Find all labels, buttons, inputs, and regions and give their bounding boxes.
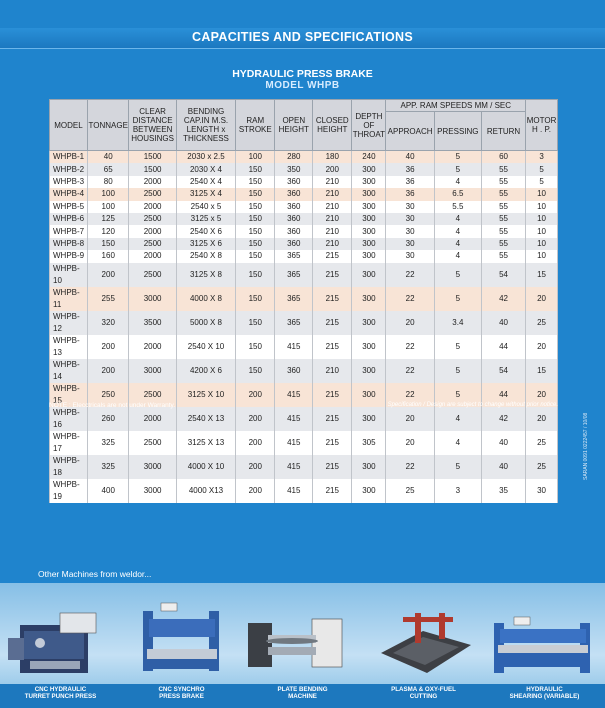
table-cell: 54	[481, 263, 525, 287]
machine-label-turret-punch	[0, 686, 121, 700]
table-cell: 35	[481, 479, 525, 503]
table-cell: 300	[352, 287, 386, 311]
table-cell: 360	[275, 359, 313, 383]
table-cell: 3125 X 13	[176, 431, 236, 455]
table-cell: 300	[352, 163, 386, 175]
table-cell: WHPB-4	[50, 188, 88, 200]
table-cell: 2540 X 13	[176, 407, 236, 431]
table-cell: WHPB-2	[50, 163, 88, 175]
table-cell: 44	[481, 335, 525, 359]
table-cell: 55	[481, 201, 525, 213]
machine-label-line1: CNC HYDRAULIC	[34, 686, 87, 693]
table-cell: 210	[313, 213, 352, 225]
table-cell: 40	[386, 151, 434, 164]
table-cell: 2000	[129, 225, 176, 237]
table-cell: 300	[352, 383, 386, 407]
table-cell: 10	[526, 238, 558, 250]
col-header-return: RETURN	[481, 112, 525, 151]
table-cell: 36	[386, 188, 434, 200]
table-cell: 3	[434, 479, 481, 503]
table-cell: 5.5	[434, 201, 481, 213]
table-row	[50, 188, 558, 200]
table-cell: 10	[526, 188, 558, 200]
table-cell: 10	[526, 250, 558, 262]
table-cell: 25	[526, 431, 558, 455]
table-cell: 22	[386, 335, 434, 359]
table-cell: 5	[434, 383, 481, 407]
col-header-ram-stroke: RAM STROKE	[236, 100, 275, 151]
spec-table-body	[50, 151, 558, 503]
spec-change-note: Specification / Design are subject to change without prior notice.	[387, 402, 558, 408]
table-row	[50, 163, 558, 175]
table-cell: 2540 X 4	[176, 176, 236, 188]
turret-punch-press-image	[0, 583, 121, 686]
plate-bending-machine-image	[242, 583, 363, 686]
table-cell: 3	[526, 151, 558, 164]
table-cell: 255	[87, 287, 129, 311]
table-cell: 2000	[129, 201, 176, 213]
table-cell: 125	[87, 213, 129, 225]
table-cell: 55	[481, 163, 525, 175]
table-cell: 150	[236, 163, 275, 175]
table-row	[50, 287, 558, 311]
table-cell: 150	[236, 335, 275, 359]
table-row	[50, 455, 558, 479]
table-cell: 2540 X 10	[176, 335, 236, 359]
table-cell: 120	[87, 225, 129, 237]
table-cell: 100	[87, 188, 129, 200]
table-cell: WHPB-12	[50, 311, 88, 335]
table-cell: WHPB-9	[50, 250, 88, 262]
table-cell: 150	[236, 250, 275, 262]
table-cell: 4	[434, 225, 481, 237]
table-cell: 40	[481, 431, 525, 455]
table-cell: WHPB-3	[50, 176, 88, 188]
table-cell: 215	[313, 263, 352, 287]
table-cell: WHPB-6	[50, 213, 88, 225]
table-cell: 5	[526, 163, 558, 175]
table-cell: 5	[434, 163, 481, 175]
table-row	[50, 151, 558, 164]
machine-label-line2: TURRET PUNCH PRESS	[24, 693, 97, 700]
machine-label-line2: PRESS BRAKE	[159, 693, 204, 700]
table-cell: 55	[481, 188, 525, 200]
section-title: HYDRAULIC PRESS BRAKE	[232, 68, 373, 80]
table-cell: 4	[434, 407, 481, 431]
col-header-open-height: OPEN HEIGHT	[275, 100, 313, 151]
table-cell: 200	[87, 335, 129, 359]
table-cell: 2500	[129, 431, 176, 455]
table-cell: WHPB-14	[50, 359, 88, 383]
table-cell: 3125 x 5	[176, 213, 236, 225]
col-header-ram-speeds: APP. RAM SPEEDS MM / SEC	[386, 100, 526, 112]
table-cell: 215	[313, 311, 352, 335]
table-cell: 3000	[129, 359, 176, 383]
table-cell: 20	[526, 383, 558, 407]
table-cell: 300	[352, 311, 386, 335]
table-cell: 25	[386, 479, 434, 503]
hydraulic-shearing-image	[484, 583, 605, 686]
machine-label-plate-bending	[242, 686, 363, 700]
machine-label-synchro-brake	[121, 686, 242, 700]
table-cell: 30	[386, 201, 434, 213]
col-header-motor-hp: MOTOR H . P.	[526, 100, 558, 151]
table-row	[50, 407, 558, 431]
table-cell: 55	[481, 213, 525, 225]
plasma-cutting-image	[363, 583, 484, 686]
table-cell: 4	[434, 238, 481, 250]
table-cell: 2500	[129, 383, 176, 407]
table-cell: 100	[87, 201, 129, 213]
table-cell: 365	[275, 287, 313, 311]
table-cell: 210	[313, 225, 352, 237]
table-cell: 5	[434, 287, 481, 311]
table-cell: 2540 x 5	[176, 201, 236, 213]
table-cell: 210	[313, 201, 352, 213]
table-cell: 200	[236, 407, 275, 431]
table-cell: 30	[526, 479, 558, 503]
table-cell: WHPB-1	[50, 151, 88, 164]
table-cell: 5000 X 8	[176, 311, 236, 335]
table-cell: 350	[275, 163, 313, 175]
col-header-model: MODEL	[50, 100, 88, 151]
machine-label-line1: CNC SYNCHRO	[158, 686, 205, 693]
table-cell: 415	[275, 455, 313, 479]
table-cell: 4000 X13	[176, 479, 236, 503]
table-cell: 4000 X 8	[176, 287, 236, 311]
table-cell: 2500	[129, 213, 176, 225]
col-header-bending-cap: BENDING CAP.IN M.S. LENGTH x THICKNESS	[176, 100, 236, 151]
table-cell: 215	[313, 479, 352, 503]
table-cell: 60	[481, 151, 525, 164]
table-cell: 150	[236, 359, 275, 383]
table-cell: 20	[386, 311, 434, 335]
machine-label-line1: PLATE BENDING	[277, 686, 328, 693]
table-cell: 365	[275, 250, 313, 262]
table-cell: 150	[236, 263, 275, 287]
table-cell: 325	[87, 431, 129, 455]
table-cell: 200	[313, 163, 352, 175]
table-cell: 150	[236, 188, 275, 200]
table-cell: 55	[481, 176, 525, 188]
machine-label-line1: HYDRAULIC	[526, 686, 563, 693]
table-cell: 365	[275, 263, 313, 287]
table-cell: 36	[386, 163, 434, 175]
table-cell: 250	[87, 383, 129, 407]
table-cell: 5	[434, 359, 481, 383]
table-cell: 2540 X 6	[176, 225, 236, 237]
table-cell: 215	[313, 407, 352, 431]
machine-label-shearing	[484, 686, 605, 700]
table-cell: 150	[236, 238, 275, 250]
table-cell: 300	[352, 188, 386, 200]
table-cell: 2540 X 8	[176, 250, 236, 262]
table-cell: 80	[87, 176, 129, 188]
table-cell: 360	[275, 213, 313, 225]
table-cell: 22	[386, 359, 434, 383]
table-cell: 4	[434, 176, 481, 188]
table-cell: 300	[352, 213, 386, 225]
table-cell: 180	[313, 151, 352, 164]
table-cell: 215	[313, 250, 352, 262]
warranty-note: NOTE : Elecctricals are not under Warranty.	[49, 402, 176, 409]
table-cell: 36	[386, 176, 434, 188]
other-machines-title: Other Machines from weldor...	[38, 569, 152, 579]
table-cell: 215	[313, 383, 352, 407]
table-cell: 3000	[129, 455, 176, 479]
table-cell: 65	[87, 163, 129, 175]
table-cell: 3125 X 8	[176, 263, 236, 287]
synchro-press-brake-image	[121, 583, 242, 686]
table-cell: 55	[481, 250, 525, 262]
table-row	[50, 359, 558, 383]
table-cell: 4000 X 10	[176, 455, 236, 479]
table-cell: 150	[236, 176, 275, 188]
table-cell: 300	[352, 359, 386, 383]
table-cell: 360	[275, 225, 313, 237]
table-cell: 42	[481, 287, 525, 311]
col-header-closed-height: CLOSED HEIGHT	[313, 100, 352, 151]
table-cell: 44	[481, 383, 525, 407]
table-cell: 200	[236, 431, 275, 455]
table-row	[50, 225, 558, 237]
machines-banner	[0, 583, 605, 686]
table-cell: 42	[481, 407, 525, 431]
table-cell: 210	[313, 176, 352, 188]
table-row	[50, 431, 558, 455]
table-row	[50, 201, 558, 213]
table-cell: WHPB-17	[50, 431, 88, 455]
table-row	[50, 311, 558, 335]
table-cell: 3.4	[434, 311, 481, 335]
table-cell: WHPB-11	[50, 287, 88, 311]
col-header-depth-throat: DEPTH OF THROAT	[352, 100, 386, 151]
col-header-approach: APPROACH	[386, 112, 434, 151]
table-cell: 55	[481, 238, 525, 250]
page-title: CAPACITIES AND SPECIFICATIONS	[192, 30, 413, 44]
table-cell: 20	[386, 407, 434, 431]
table-cell: 320	[87, 311, 129, 335]
table-cell: 2000	[129, 250, 176, 262]
table-cell: 1500	[129, 163, 176, 175]
table-row	[50, 238, 558, 250]
table-cell: 210	[313, 238, 352, 250]
table-cell: 5	[434, 335, 481, 359]
table-cell: 30	[386, 225, 434, 237]
table-cell: 150	[236, 201, 275, 213]
table-row	[50, 213, 558, 225]
table-cell: 22	[386, 455, 434, 479]
table-cell: 300	[352, 250, 386, 262]
table-row	[50, 176, 558, 188]
table-cell: 30	[386, 250, 434, 262]
table-cell: 360	[275, 201, 313, 213]
table-cell: 260	[87, 407, 129, 431]
table-cell: 160	[87, 250, 129, 262]
table-cell: 300	[352, 479, 386, 503]
table-cell: 100	[236, 151, 275, 164]
table-cell: 10	[526, 225, 558, 237]
table-cell: 415	[275, 431, 313, 455]
table-cell: 210	[313, 359, 352, 383]
table-row	[50, 479, 558, 503]
col-header-pressing: PRESSING	[434, 112, 481, 151]
table-cell: 10	[526, 201, 558, 213]
col-header-tonnage: TONNAGE	[87, 100, 129, 151]
table-cell: 22	[386, 263, 434, 287]
table-cell: 4	[434, 213, 481, 225]
table-cell: WHPB-13	[50, 335, 88, 359]
table-cell: 300	[352, 455, 386, 479]
table-cell: 415	[275, 383, 313, 407]
table-cell: 400	[87, 479, 129, 503]
table-cell: WHPB-15	[50, 383, 88, 407]
table-cell: 5	[434, 263, 481, 287]
table-cell: 4	[434, 250, 481, 262]
table-cell: 300	[352, 407, 386, 431]
table-cell: 210	[313, 188, 352, 200]
table-cell: 200	[236, 455, 275, 479]
table-cell: 300	[352, 201, 386, 213]
table-cell: 150	[236, 213, 275, 225]
table-cell: 20	[526, 407, 558, 431]
table-cell: 5	[434, 455, 481, 479]
machine-label-line1: PLASMA & OXY-FUEL	[391, 686, 456, 693]
table-cell: 4	[434, 431, 481, 455]
table-cell: 10	[526, 213, 558, 225]
table-cell: 20	[526, 287, 558, 311]
table-cell: 40	[481, 455, 525, 479]
machine-label-line2: MACHINE	[288, 693, 317, 700]
table-cell: 30	[386, 238, 434, 250]
table-cell: 25	[526, 455, 558, 479]
table-cell: 25	[526, 311, 558, 335]
table-cell: WHPB-10	[50, 263, 88, 287]
table-cell: 3500	[129, 311, 176, 335]
table-cell: 300	[352, 263, 386, 287]
table-cell: 200	[87, 263, 129, 287]
table-cell: 365	[275, 311, 313, 335]
table-cell: 30	[386, 213, 434, 225]
table-cell: 5	[526, 176, 558, 188]
table-row	[50, 250, 558, 262]
table-cell: WHPB-8	[50, 238, 88, 250]
table-cell: WHPB-19	[50, 479, 88, 503]
table-cell: 300	[352, 335, 386, 359]
table-cell: 6.5	[434, 188, 481, 200]
table-cell: 2000	[129, 176, 176, 188]
table-cell: 215	[313, 431, 352, 455]
table-cell: 54	[481, 359, 525, 383]
table-cell: WHPB-7	[50, 225, 88, 237]
table-cell: 200	[87, 359, 129, 383]
table-cell: 215	[313, 287, 352, 311]
table-cell: 40	[87, 151, 129, 164]
table-cell: 15	[526, 263, 558, 287]
table-cell: 2000	[129, 407, 176, 431]
table-cell: 150	[236, 225, 275, 237]
table-cell: 3125 X 6	[176, 238, 236, 250]
table-cell: 240	[352, 151, 386, 164]
table-cell: 2030 x 2.5	[176, 151, 236, 164]
table-cell: 415	[275, 335, 313, 359]
table-cell: 300	[352, 176, 386, 188]
table-cell: 3000	[129, 479, 176, 503]
spec-table	[49, 99, 558, 503]
table-cell: 15	[526, 359, 558, 383]
section-model: MODEL WHPB	[265, 80, 340, 91]
machine-label-line2: CUTTING	[409, 693, 438, 700]
table-cell: 150	[236, 287, 275, 311]
table-row	[50, 335, 558, 359]
table-cell: 200	[236, 383, 275, 407]
table-cell: WHPB-5	[50, 201, 88, 213]
table-cell: 300	[352, 238, 386, 250]
table-cell: 20	[386, 431, 434, 455]
table-cell: 325	[87, 455, 129, 479]
table-cell: 200	[236, 479, 275, 503]
table-cell: 55	[481, 225, 525, 237]
table-cell: 3125 X 10	[176, 383, 236, 407]
machine-label-line2: SHEARING (VARIABLE)	[509, 693, 580, 700]
table-cell: 360	[275, 176, 313, 188]
table-cell: 305	[352, 431, 386, 455]
table-cell: 215	[313, 455, 352, 479]
table-cell: WHPB-18	[50, 455, 88, 479]
table-cell: 150	[87, 238, 129, 250]
table-cell: 3125 X 4	[176, 188, 236, 200]
table-cell: 2500	[129, 263, 176, 287]
table-cell: 215	[313, 335, 352, 359]
table-cell: 415	[275, 407, 313, 431]
table-cell: 1500	[129, 151, 176, 164]
table-cell: 40	[481, 311, 525, 335]
table-cell: 5	[434, 151, 481, 164]
table-cell: WHPB-16	[50, 407, 88, 431]
machine-label-plasma	[363, 686, 484, 700]
side-print-code: SARAN 0091 0222457 / 10/08	[583, 412, 589, 480]
table-row	[50, 263, 558, 287]
table-cell: 2000	[129, 335, 176, 359]
table-cell: 22	[386, 287, 434, 311]
table-cell: 280	[275, 151, 313, 164]
col-header-clear-distance: CLEAR DISTANCE BETWEEN HOUSINGS	[129, 100, 176, 151]
table-cell: 3000	[129, 287, 176, 311]
table-cell: 360	[275, 238, 313, 250]
table-cell: 2500	[129, 188, 176, 200]
table-cell: 300	[352, 225, 386, 237]
table-cell: 150	[236, 311, 275, 335]
table-cell: 2030 X 4	[176, 163, 236, 175]
table-cell: 22	[386, 383, 434, 407]
table-cell: 415	[275, 479, 313, 503]
table-cell: 2500	[129, 238, 176, 250]
table-cell: 20	[526, 335, 558, 359]
table-cell: 4200 X 6	[176, 359, 236, 383]
table-cell: 360	[275, 188, 313, 200]
